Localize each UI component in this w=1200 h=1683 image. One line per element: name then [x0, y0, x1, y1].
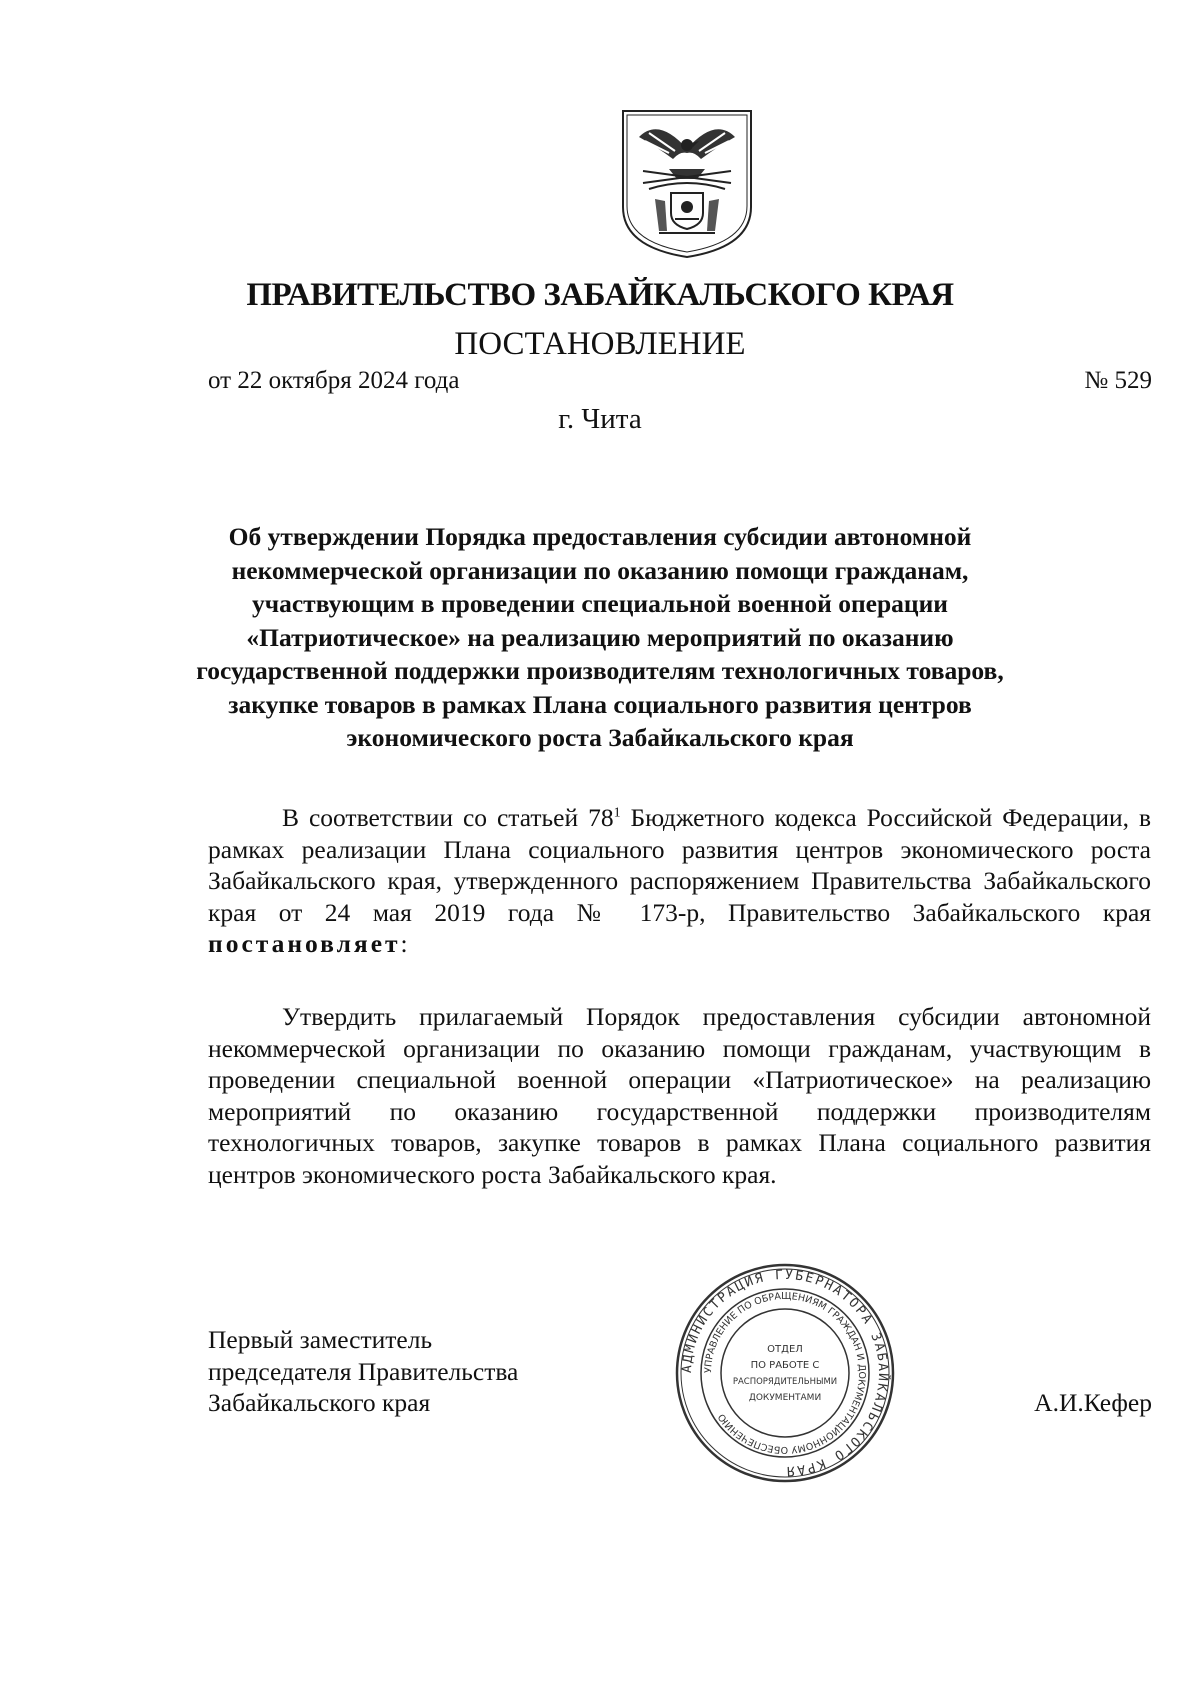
- resolution-text: Утвердить прилагаемый Порядок предоставления субсидии автономной некоммерческой организации по оказанию помощи гражданам, участвующим в проведении специальной военной операции «Патриотическое» на реализацию мероприятий по оказанию государственной поддержки производителям технологичных товаров, закупке товаров в рамках Плана социального развития центров экономического роста Забайкальского края.: [208, 1002, 1151, 1189]
- document-type: ПОСТАНОВЛЕНИЕ: [454, 326, 746, 362]
- title-line: некоммерческой организации по оказанию помощи гражданам,: [231, 555, 969, 585]
- title-line: «Патриотическое» на реализацию мероприятий по оказанию: [246, 622, 954, 652]
- svg-text:УПРАВЛЕНИЕ ПО ОБРАЩЕНИЯМ ГРАЖД: [703, 1291, 867, 1455]
- official-seal-icon: [672, 1260, 898, 1486]
- document-title: [150, 520, 1050, 755]
- position-line: Забайкальского края: [208, 1388, 431, 1417]
- signatory-name: А.И.Кефер: [1034, 1388, 1152, 1417]
- document-city: г. Чита: [558, 403, 642, 435]
- preamble-colon: :: [400, 929, 408, 958]
- article-superscript: 1: [613, 805, 621, 821]
- preamble-paragraph: [208, 802, 1151, 960]
- stamp-center-line: ДОКУМЕНТАМИ: [748, 1393, 822, 1403]
- preamble-rest: Бюджетного кодекса Российской Федерации, в рамках реализации Плана социального развития центров экономического роста Забайкальского края, утвержденного распоряжением Правительства Забайкальского края от 24 мая 2019 года № 173-р, Правительство Забайкальского края: [208, 803, 1151, 927]
- title-line: закупке товаров в рамках Плана социального развития центров: [228, 689, 972, 719]
- preamble-start: В соответствии со статьей 78: [282, 803, 614, 832]
- stamp-outer-text: АДМИНИСТРАЦИЯ ГУБЕРНАТОРА ЗАБАЙКАЛЬСКОГО КРАЯ: [679, 1267, 891, 1479]
- coat-of-arms-icon: [619, 107, 755, 259]
- stamp-center-line: ОТДЕЛ: [767, 1344, 803, 1355]
- title-line: участвующим в проведении специальной военной операции: [251, 589, 948, 618]
- title-line: Об утверждении Порядка предоставления субсидии автономной: [228, 522, 972, 551]
- document-date: от 22 октября 2024 года: [208, 367, 460, 394]
- document-number: № 529: [1084, 367, 1152, 394]
- signatory-position: [208, 1324, 518, 1419]
- organization-name: ПРАВИТЕЛЬСТВО ЗАБАЙКАЛЬСКОГО КРАЯ: [246, 277, 954, 313]
- stamp-center-line: ПО РАБОТЕ С: [750, 1360, 820, 1371]
- stamp-inner-text: УПРАВЛЕНИЕ ПО ОБРАЩЕНИЯМ ГРАЖДАН И ДОКУМЕНТАЦИОННОМУ ОБЕСПЕЧЕНИЮ: [702, 1290, 868, 1456]
- position-line: председателя Правительства: [208, 1356, 519, 1386]
- resolution-paragraph: [208, 1001, 1151, 1190]
- resolves-word: постановляет: [208, 929, 401, 958]
- stamp-center-line: РАСПОРЯДИТЕЛЬНЫМИ: [732, 1377, 838, 1387]
- title-line: государственной поддержки производителям технологичных товаров,: [196, 656, 1004, 685]
- position-line: Первый заместитель: [208, 1325, 433, 1354]
- title-line: экономического роста Забайкальского края: [346, 723, 854, 752]
